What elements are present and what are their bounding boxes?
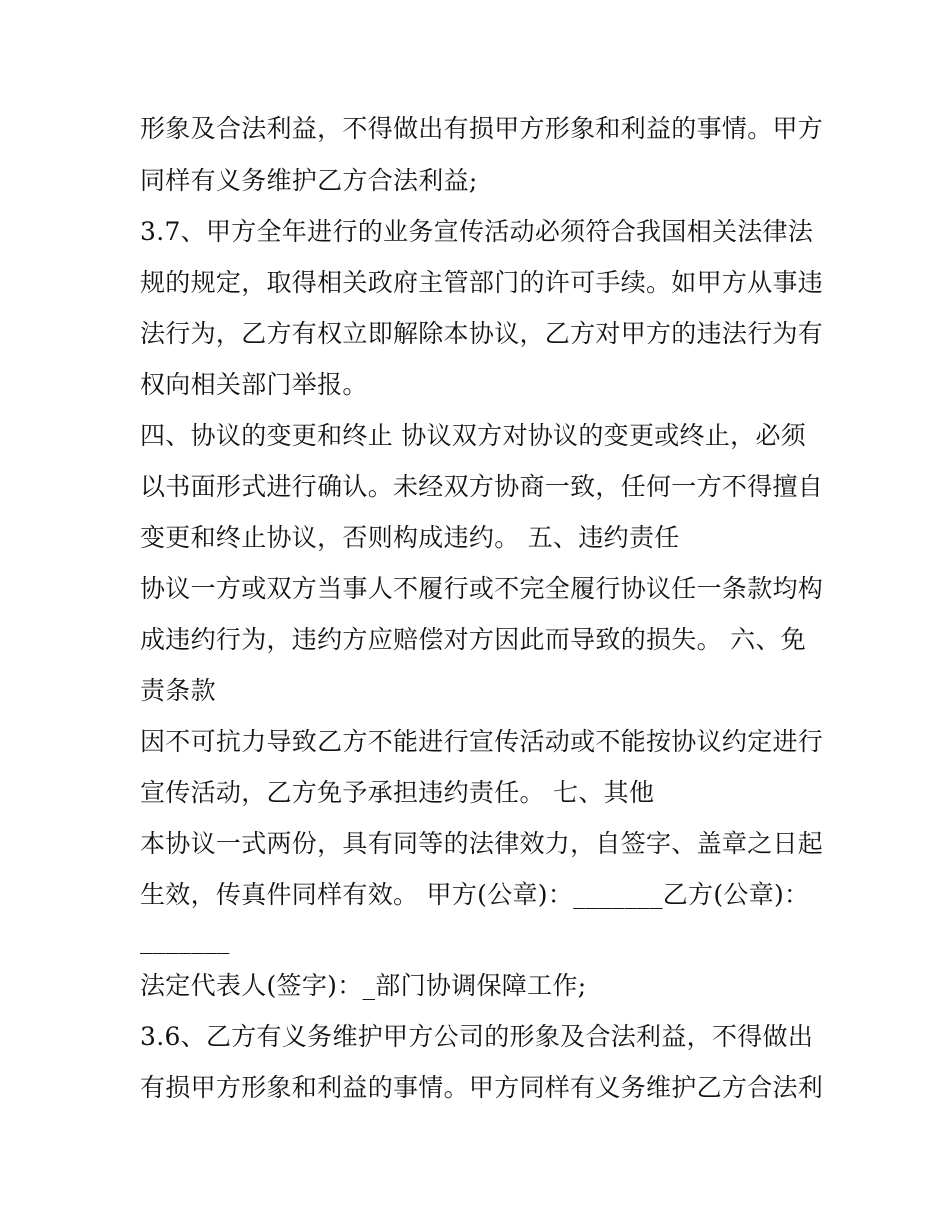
text-line: 形象及合法利益，不得做出有损甲方形象和利益的事情。甲方 <box>140 114 824 143</box>
text-line: 四、协议的变更和终止 协议双方对协议的变更或终止，必须 <box>140 421 807 450</box>
text-line: 变更和终止协议，否则构成违约。 五、违约责任 <box>140 523 680 552</box>
signature-blank-line: _______ <box>140 925 230 954</box>
text-line: 法定代表人(签字)：_部门协调保障工作; <box>140 971 587 1000</box>
text-line: 法行为，乙方有权立即解除本协议，乙方对甲方的违法行为有 <box>140 319 824 348</box>
text-line: 以书面形式进行确认。未经双方协商一致，任何一方不得擅自 <box>140 472 824 501</box>
text-line: 3.7、甲方全年进行的业务宣传活动必须符合我国相关法律法 <box>140 217 814 246</box>
text-line: 生效，传真件同样有效。 甲方(公章)：_______乙方(公章)： <box>140 880 810 909</box>
text-line: 宣传活动，乙方免予承担违约责任。 七、其他 <box>140 778 655 807</box>
text-line: 协议一方或双方当事人不履行或不完全履行协议任一条款均构 <box>140 574 824 603</box>
text-line: 同样有义务维护乙方合法利益; <box>140 166 478 195</box>
text-line: 规的规定，取得相关政府主管部门的许可手续。如甲方从事违 <box>140 268 824 297</box>
text-line: 责条款 <box>140 676 216 705</box>
text-line: 有损甲方形象和利益的事情。甲方同样有义务维护乙方合法利 <box>140 1073 824 1102</box>
text-line: 成违约行为，违约方应赔偿对方因此而导致的损失。 六、免 <box>140 625 807 654</box>
text-line: 本协议一式两份，具有同等的法律效力，自签字、盖章之日起 <box>140 829 824 858</box>
text-line: 因不可抗力导致乙方不能进行宣传活动或不能按协议约定进行 <box>140 727 824 756</box>
text-line: 权向相关部门举报。 <box>140 370 368 399</box>
text-line: 3.6、乙方有义务维护甲方公司的形象及合法利益，不得做出 <box>140 1022 814 1051</box>
